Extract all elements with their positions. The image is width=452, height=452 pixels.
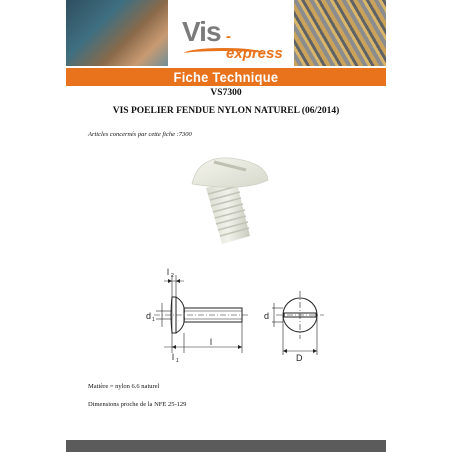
header-photo-screws bbox=[294, 0, 386, 66]
articles-line: Articles concernés par cette fiche :7300 bbox=[88, 131, 192, 138]
logo-main: Vis bbox=[182, 16, 221, 47]
header-banner bbox=[66, 0, 386, 70]
fiche-technique-bar bbox=[66, 68, 386, 86]
label-l2-sub: 2 bbox=[171, 273, 174, 279]
logo-swoosh bbox=[184, 48, 264, 59]
label-d: d bbox=[264, 311, 270, 321]
technical-sheet bbox=[66, 0, 386, 452]
label-l1-sub: 1 bbox=[176, 358, 179, 363]
screw-shank bbox=[206, 180, 250, 244]
footer-bar bbox=[66, 440, 386, 452]
screw-head bbox=[192, 158, 268, 187]
material-line: Matière = nylon 6.6 naturel bbox=[88, 383, 160, 390]
logo-sub: -express bbox=[226, 28, 283, 62]
label-d1: d bbox=[146, 311, 152, 321]
label-l: l bbox=[210, 337, 212, 347]
product-code: VS7300 bbox=[210, 88, 242, 98]
label-d1-sub: 1 bbox=[152, 317, 155, 323]
label-l1: l bbox=[172, 352, 174, 362]
product-title: VIS POELIER FENDUE NYLON NATUREL (06/2014) bbox=[112, 106, 340, 116]
banner-title: Fiche Technique bbox=[173, 69, 279, 85]
technical-drawing bbox=[124, 263, 334, 363]
dimensions-line: Dimensions proche de la NFE 25-129 bbox=[88, 401, 187, 408]
label-D: D bbox=[296, 353, 303, 363]
label-l2: l bbox=[167, 267, 169, 277]
screw-photo bbox=[184, 150, 274, 250]
header-photo-hands bbox=[66, 0, 168, 66]
brand-logo bbox=[182, 14, 283, 62]
